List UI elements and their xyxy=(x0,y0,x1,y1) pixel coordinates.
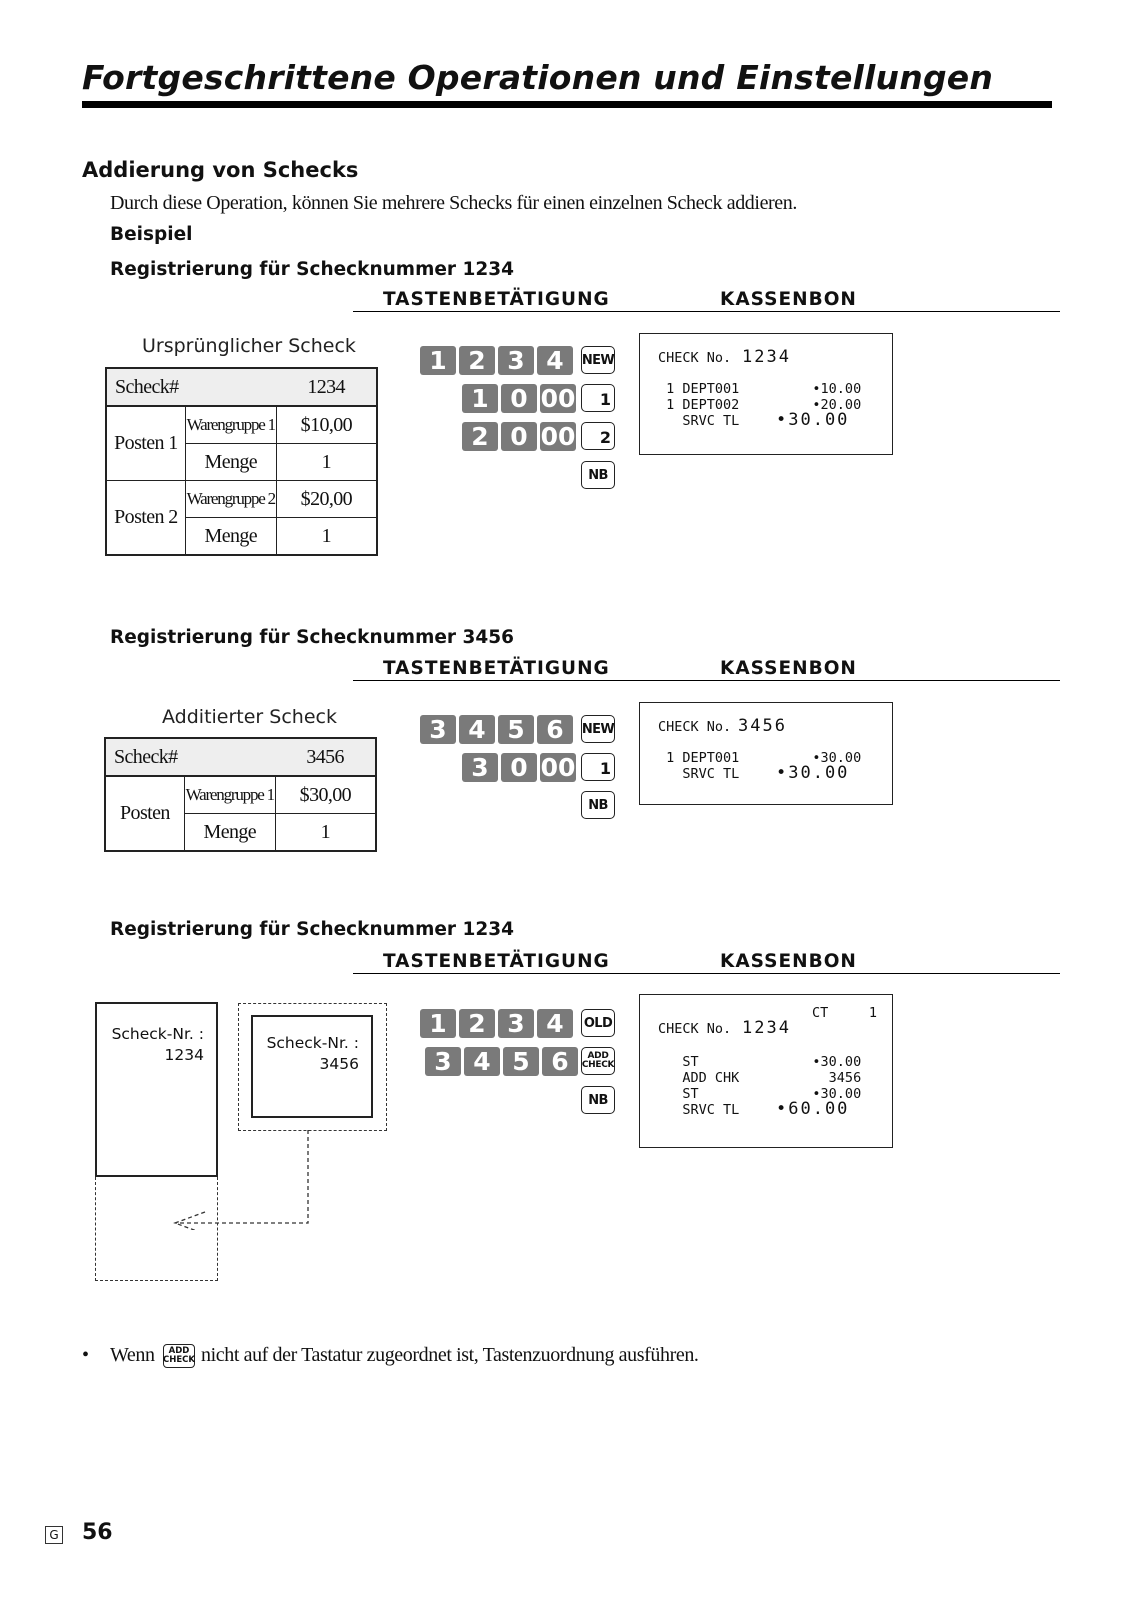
digit-key[interactable]: 0 xyxy=(501,384,537,413)
key-sequence-3456 xyxy=(425,1047,578,1076)
receipt-line: 1 DEPT001 •10.00 xyxy=(658,381,862,397)
digit-key[interactable]: 5 xyxy=(498,715,534,744)
old-check-key[interactable]: OLD xyxy=(581,1009,615,1037)
digit-key[interactable]: 4 xyxy=(537,1009,573,1038)
digit-key[interactable]: 00 xyxy=(540,384,576,413)
receipt-line: CHECK No. xyxy=(658,350,732,366)
footnote-text-pre: Wenn xyxy=(110,1344,155,1366)
group-label: Warengruppe 2 xyxy=(185,481,276,518)
check-a-number: 1234 xyxy=(164,1046,204,1064)
check-b-label: Scheck-Nr. : xyxy=(266,1034,359,1052)
check-number-value: 1234 xyxy=(276,368,377,406)
qty-label: Menge xyxy=(185,518,276,556)
digit-key[interactable]: 4 xyxy=(537,346,573,375)
item-label: Posten xyxy=(105,776,184,851)
add-check-key-line2: CHECK xyxy=(581,1060,615,1070)
receipt-total: •30.00 xyxy=(776,410,850,430)
receipt-line: 1 DEPT001 •30.00 xyxy=(658,750,862,766)
item-amount: $30,00 xyxy=(275,776,376,814)
digit-key[interactable]: 4 xyxy=(459,715,495,744)
section-heading: Addierung von Schecks xyxy=(82,158,359,182)
digit-key[interactable]: 1 xyxy=(462,384,498,413)
receipt-check-number: 1234 xyxy=(742,347,791,367)
add-check-key-icon xyxy=(163,1344,195,1368)
check-b-number: 3456 xyxy=(319,1055,359,1073)
receipt-total: •60.00 xyxy=(776,1099,850,1119)
section1-receipt xyxy=(639,333,893,455)
receipt-line: SRVC TL xyxy=(658,413,740,429)
merge-arrow-line xyxy=(175,1130,308,1223)
digit-key[interactable]: 3 xyxy=(425,1047,461,1076)
receipt-line: SRVC TL xyxy=(658,1102,740,1118)
section2-receipt-header: KASSENBON xyxy=(720,658,857,679)
nb-key[interactable]: NB xyxy=(581,461,615,489)
qty-value: 1 xyxy=(275,814,376,852)
digit-key[interactable]: 1 xyxy=(420,1009,456,1038)
section2-receipt xyxy=(639,702,893,805)
page-number: 56 xyxy=(82,1520,113,1545)
digit-key[interactable]: 3 xyxy=(498,1009,534,1038)
intro-text: Durch diese Operation, können Sie mehrere Schecks für einen einzelnen Scheck addieren. xyxy=(110,192,797,214)
section1-receipt-header: KASSENBON xyxy=(720,289,857,310)
check-number-label: Scheck# xyxy=(106,368,276,406)
qty-label: Menge xyxy=(184,814,275,852)
digit-key[interactable]: 2 xyxy=(459,1009,495,1038)
section1-header-rule xyxy=(353,311,1060,312)
section3-heading: Registrierung für Schecknummer 1234 xyxy=(110,919,514,940)
section2-caption: Additierter Scheck xyxy=(162,706,337,728)
department-key-1[interactable]: 1 xyxy=(581,384,615,412)
digit-key[interactable]: 4 xyxy=(464,1047,500,1076)
digit-key[interactable]: 1 xyxy=(420,346,456,375)
group-label: Warengruppe 1 xyxy=(185,406,276,444)
language-marker: G xyxy=(45,1526,63,1544)
merge-arrow xyxy=(160,1130,320,1230)
receipt-counter: CT 1 xyxy=(812,1005,878,1021)
receipt-total: •30.00 xyxy=(776,763,850,783)
item-amount: $20,00 xyxy=(276,481,377,518)
digit-key[interactable]: 00 xyxy=(540,422,576,451)
section1-keys-header: TASTENBETÄTIGUNG xyxy=(383,289,610,310)
qty-label: Menge xyxy=(185,444,276,481)
key-sequence-2-0-00 xyxy=(462,422,576,451)
add-check-key[interactable] xyxy=(581,1047,615,1075)
add-check-icon-line1: ADD xyxy=(168,1346,190,1356)
item-label: Posten 1 xyxy=(106,406,185,481)
add-check-icon-line2: CHECK xyxy=(163,1355,195,1365)
check-number-value: 3456 xyxy=(275,738,376,776)
section3-header-rule xyxy=(353,973,1060,974)
digit-key[interactable]: 3 xyxy=(462,753,498,782)
merge-arrow-head xyxy=(175,1212,205,1230)
section1-caption: Ursprünglicher Scheck xyxy=(142,335,356,357)
new-check-key[interactable]: NEW xyxy=(581,715,615,743)
digit-key[interactable]: 0 xyxy=(501,753,537,782)
digit-key[interactable]: 2 xyxy=(462,422,498,451)
item-label: Posten 2 xyxy=(106,481,185,556)
receipt-line: SRVC TL xyxy=(658,766,740,782)
nb-key[interactable]: NB xyxy=(581,791,615,819)
receipt-line: CHECK No. xyxy=(658,719,732,735)
footnote-text-post: nicht auf der Tastatur zugeordnet ist, Tastenzuordnung ausführen. xyxy=(201,1344,699,1366)
receipt-line: ST •30.00 xyxy=(658,1054,862,1070)
receipt-check-number: 3456 xyxy=(738,716,787,736)
nb-key[interactable]: NB xyxy=(581,1086,615,1114)
key-sequence-1234 xyxy=(420,1009,573,1038)
digit-key[interactable]: 6 xyxy=(537,715,573,744)
section3-keys-header: TASTENBETÄTIGUNG xyxy=(383,951,610,972)
section1-check-table xyxy=(105,367,378,556)
section3-receipt-header: KASSENBON xyxy=(720,951,857,972)
title-rule xyxy=(82,101,1052,108)
item-amount: $10,00 xyxy=(276,406,377,444)
digit-key[interactable]: 0 xyxy=(501,422,537,451)
section2-keys-header: TASTENBETÄTIGUNG xyxy=(383,658,610,679)
section2-heading: Registrierung für Schecknummer 3456 xyxy=(110,627,514,648)
footnote-bullet: • xyxy=(82,1344,89,1366)
added-check-box xyxy=(251,1015,373,1118)
department-key-1[interactable]: 1 xyxy=(581,753,615,781)
receipt-line: 1 DEPT002 •20.00 xyxy=(658,397,862,413)
qty-value: 1 xyxy=(276,518,377,556)
check-a-label: Scheck-Nr. : xyxy=(111,1025,204,1043)
key-sequence-1-0-00 xyxy=(462,384,576,413)
digit-key[interactable]: 5 xyxy=(503,1047,539,1076)
page-title: Fortgeschrittene Operationen und Einstellungen xyxy=(82,58,994,97)
receipt-line: ADD CHK 3456 xyxy=(658,1070,862,1086)
qty-value: 1 xyxy=(276,444,377,481)
group-label: Warengruppe 1 xyxy=(184,776,275,814)
section2-header-rule xyxy=(353,680,1060,681)
receipt-line: CHECK No. xyxy=(658,1021,732,1037)
receipt-check-number: 1234 xyxy=(742,1018,791,1038)
new-check-key[interactable]: NEW xyxy=(581,346,615,374)
department-key-2[interactable]: 2 xyxy=(581,422,615,450)
section3-receipt xyxy=(639,994,893,1148)
example-label: Beispiel xyxy=(110,224,193,245)
digit-key[interactable]: 3 xyxy=(420,715,456,744)
key-sequence-3456 xyxy=(420,715,573,744)
section1-heading: Registrierung für Schecknummer 1234 xyxy=(110,259,514,280)
check-number-label: Scheck# xyxy=(105,738,275,776)
section2-check-table xyxy=(104,737,377,852)
digit-key[interactable]: 6 xyxy=(542,1047,578,1076)
digit-key[interactable]: 2 xyxy=(459,346,495,375)
digit-key[interactable]: 3 xyxy=(498,346,534,375)
key-sequence-3-0-00 xyxy=(462,753,576,782)
add-check-key-line1: ADD xyxy=(587,1051,609,1061)
key-sequence-1234 xyxy=(420,346,573,375)
receipt-line: ST •30.00 xyxy=(658,1086,862,1102)
digit-key[interactable]: 00 xyxy=(540,753,576,782)
